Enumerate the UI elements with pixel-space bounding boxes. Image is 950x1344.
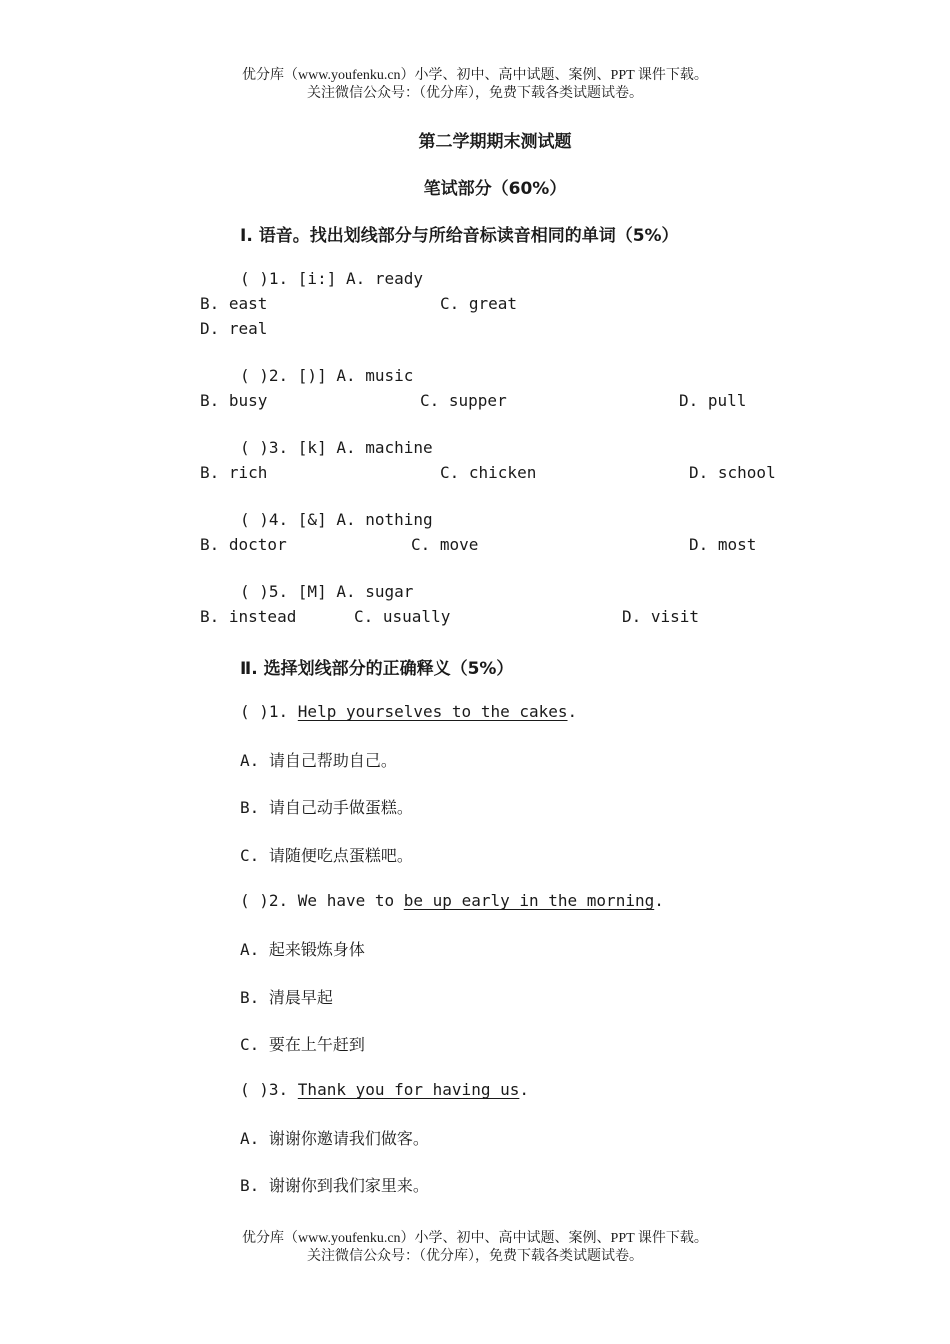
- page-header-line-1: 优分库（www.youfenku.cn）小学、初中、高中试题、案例、PPT 课件下载。: [242, 68, 708, 83]
- page-footer-line-1: 优分库（www.youfenku.cn）小学、初中、高中试题、案例、PPT 课件下载。: [242, 1231, 708, 1246]
- question-stem: ( )3. [k] A. machine: [240, 438, 433, 457]
- section-2-heading: Ⅱ. 选择划线部分的正确释义（5%）: [240, 659, 514, 679]
- option-c: C. chicken: [440, 463, 537, 482]
- option-a: A. 请自己帮助自己。: [240, 751, 397, 770]
- option-d: D. visit: [622, 607, 700, 626]
- option-d: D. pull: [679, 391, 747, 410]
- option-a: A. 谢谢你邀请我们做客。: [240, 1129, 429, 1148]
- question-stem: ( )2. [)] A. music: [240, 366, 414, 385]
- page-footer-line-2: 关注微信公众号：（优分库），免费下载各类试题试卷。: [307, 1249, 643, 1264]
- option-d: D. real: [200, 319, 268, 338]
- question-stem: [240, 1080, 529, 1099]
- question-stem: ( )4. [&] A. nothing: [240, 510, 433, 529]
- stem-pre: We have to: [297, 891, 404, 910]
- option-c: C. move: [411, 535, 479, 554]
- exam-title: 第二学期期末测试题: [418, 132, 572, 152]
- question-prefix: ( )3.: [240, 1080, 298, 1099]
- option-c: C. 要在上午赶到: [240, 1035, 365, 1054]
- option-b: B. 谢谢你到我们家里来。: [240, 1176, 429, 1195]
- stem-post: .: [654, 891, 664, 910]
- page-header-line-2: 关注微信公众号：（优分库），免费下载各类试题试卷。: [307, 86, 643, 101]
- option-d: D. school: [689, 463, 776, 482]
- underlined-phrase: be up early in the morning: [403, 891, 655, 910]
- option-c: C. great: [440, 294, 518, 313]
- option-b: B. instead: [200, 607, 297, 626]
- option-c: C. supper: [420, 391, 507, 410]
- stem-post: .: [567, 702, 578, 721]
- underlined-phrase: Thank you for having us: [297, 1080, 520, 1099]
- option-b: B. 清晨早起: [240, 988, 333, 1007]
- option-a: A. 起来锻炼身体: [240, 940, 365, 959]
- option-b: B. east: [200, 294, 268, 313]
- option-b: B. doctor: [200, 535, 287, 554]
- option-d: D. most: [689, 535, 757, 554]
- option-c: C. 请随便吃点蛋糕吧。: [240, 846, 413, 865]
- section-1-heading: Ⅰ. 语音。找出划线部分与所给音标读音相同的单词（5%）: [240, 226, 679, 246]
- option-b: B. busy: [200, 391, 268, 410]
- option-c: C. usually: [354, 607, 451, 626]
- exam-subtitle: 笔试部分（60%）: [423, 179, 567, 199]
- option-b: B. 请自己动手做蛋糕。: [240, 798, 413, 817]
- question-prefix: ( )2.: [240, 891, 298, 910]
- question-stem: [240, 891, 664, 910]
- question-stem: [240, 702, 577, 721]
- underlined-phrase: Help yourselves to the cakes: [297, 702, 568, 721]
- question-stem: ( )5. [M] A. sugar: [240, 582, 414, 601]
- question-prefix: ( )1.: [240, 702, 298, 721]
- question-stem: ( )1. [i:] A. ready: [240, 269, 424, 288]
- option-b: B. rich: [200, 463, 268, 482]
- stem-post: .: [519, 1080, 529, 1099]
